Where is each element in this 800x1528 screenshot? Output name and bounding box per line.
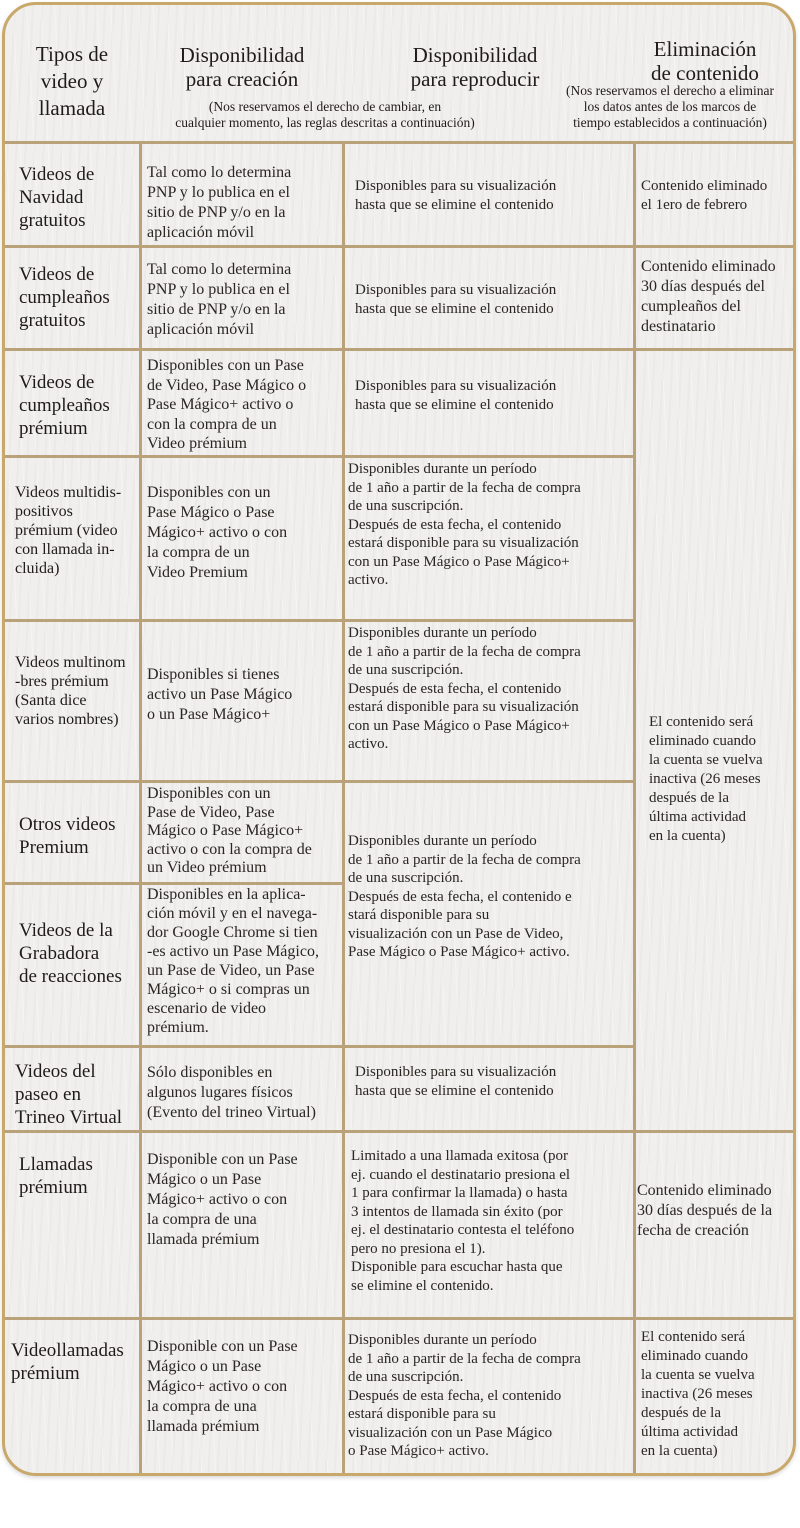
creation-premium-videocalls: Disponible con un Pase Mágico o un Pase Mágico+ activo o con la compra de una llamada prémium bbox=[147, 1338, 298, 1435]
creation-premium-calls: Disponible con un Pase Mágico o un Pase Mágico+ activo o con la compra de una llamada prémium bbox=[147, 1151, 298, 1248]
header-creation-note bbox=[125, 99, 525, 131]
type-premium-birthday-videos: Videos de cumpleaños prémium bbox=[19, 372, 110, 439]
playback-multiname: Disponibles durante un período de 1 año a partir de la fecha de compra de una suscripción. Después de esta fecha, el contenido estará disponible para su visualización con un Pase Mágico o Pase Mágico+ activo. bbox=[348, 625, 581, 752]
creation-multidevice: Disponibles con un Pase Mágico o Pase Mágico+ activo o con la compra de un Video Premium bbox=[147, 484, 288, 581]
deletion-free-christmas: Contenido eliminado el 1ero de febrero bbox=[641, 178, 768, 213]
type-premium-videocalls: Videollamadas prémium bbox=[11, 1340, 124, 1384]
header-deletion: Eliminación de contenido bbox=[651, 37, 759, 85]
type-multidevice-premium: Videos multidis- positivos prémium (video con llamada in- cluida) bbox=[15, 484, 122, 577]
column-divider bbox=[633, 141, 636, 1476]
type-virtual-sleigh: Videos del paseo en Trineo Virtual bbox=[15, 1061, 123, 1128]
playback-premium-videocalls: Disponibles durante un período de 1 año a partir de la fecha de compra de una suscripción. Después de esta fecha, el contenido estará disponible para su visualización con un Pase Mágico o Pase Mágico+ activo. bbox=[348, 1332, 581, 1459]
creation-other-premium: Disponibles con un Pase de Video, Pase Mágico o Pase Mágico+ activo o con la compra de un Video prémium bbox=[147, 785, 312, 876]
creation-free-christmas: Tal como lo determina PNP y lo publica en el sitio de PNP y/o en la aplicación móvil bbox=[147, 164, 292, 241]
column-divider bbox=[139, 141, 142, 1476]
deletion-premium-videocalls: El contenido será eliminado cuando la cuenta se vuelva inactiva (26 meses después de la última actividad en la cuenta) bbox=[641, 1329, 755, 1459]
playback-premium-birthday: Disponibles para su visualización hasta que se elimine el contenido bbox=[355, 378, 557, 413]
header-type: Tipos de video y llamada bbox=[35, 42, 109, 120]
header-playback: Disponibilidad para reproducir bbox=[410, 43, 540, 91]
creation-free-birthday: Tal como lo determina PNP y lo publica en el sitio de PNP y/o en la aplicación móvil bbox=[147, 261, 292, 338]
deletion-free-birthday: Contenido eliminado 30 días después del cumpleaños del destinatario bbox=[641, 258, 776, 335]
row-divider bbox=[5, 619, 635, 622]
row-divider bbox=[5, 780, 635, 783]
type-free-birthday-videos: Videos de cumpleaños gratuitos bbox=[19, 264, 110, 331]
deletion-premium-calls: Contenido eliminado 30 días después de la fecha de creación bbox=[637, 1182, 773, 1239]
header-deletion-note bbox=[545, 83, 795, 131]
row-divider bbox=[5, 1317, 795, 1320]
type-other-premium: Otros videos Premium bbox=[19, 814, 116, 858]
type-free-christmas-videos: Videos de Navidad gratuitos bbox=[19, 164, 95, 231]
header-deletion-note-text: (Nos reservamos el derecho a eliminar los datos antes de los marcos de tiempo establecidos a continuación) bbox=[565, 83, 775, 130]
row-divider bbox=[5, 245, 795, 248]
row-divider bbox=[5, 455, 635, 458]
playback-virtual-sleigh: Disponibles para su visualización hasta que se elimine el contenido bbox=[355, 1064, 557, 1099]
creation-multiname: Disponibles si tienes activo un Pase Mágico o un Pase Mágico+ bbox=[147, 666, 293, 723]
playback-free-birthday: Disponibles para su visualización hasta que se elimine el contenido bbox=[355, 282, 557, 317]
column-divider bbox=[342, 141, 345, 1476]
type-multiname-premium: Videos multinom -bres prémium (Santa dice varios nombres) bbox=[15, 654, 126, 728]
header-creation-title: Disponibilidad para creación bbox=[179, 43, 305, 91]
playback-premium-calls: Limitado a una llamada exitosa (por ej. cuando el destinatario presiona el 1 para confirmar la llamada) o hasta 3 intentos de llamada sin éxito (por ej. el destinatario contesta el teléfono pero no presiona el 1). Disponible para escuchar hasta que se elimine el contenido. bbox=[351, 1148, 575, 1294]
row-divider bbox=[5, 1130, 795, 1133]
type-reaction-recorder: Videos de la Grabadora de reacciones bbox=[19, 920, 122, 987]
row-divider bbox=[5, 141, 795, 144]
header-creation-note-text: (Nos reservamos el derecho de cambiar, en cualquier momento, las reglas descritas a continuación) bbox=[175, 99, 475, 130]
deletion-inactive-account: El contenido será eliminado cuando la cuenta se vuelva inactiva (26 meses después de la última actividad en la cuenta) bbox=[649, 714, 763, 844]
type-premium-calls: Llamadas prémium bbox=[19, 1154, 93, 1198]
creation-virtual-sleigh: Sólo disponibles en algunos lugares físicos (Evento del trineo Virtual) bbox=[147, 1064, 316, 1121]
creation-premium-birthday: Disponibles con un Pase de Video, Pase Mágico o Pase Mágico+ activo o con la compra de un Video prémium bbox=[147, 357, 307, 452]
playback-free-christmas: Disponibles para su visualización hasta que se elimine el contenido bbox=[355, 178, 557, 213]
creation-reaction-recorder: Disponibles en la aplica- ción móvil y en el navega- dor Google Chrome si tien -es activo un Pase Mágico, un Pase de Video, un Pase Mágico+ o si compras un escenario de video prémium. bbox=[147, 886, 319, 1036]
playback-other-and-reaction: Disponibles durante un período de 1 año a partir de la fecha de compra de una suscripción. Después de esta fecha, el contenido e stará disponible para su visualización con un Pase de Video, Pase Mágico o Pase Mágico+ activo. bbox=[348, 833, 581, 960]
row-divider bbox=[5, 348, 795, 351]
row-divider bbox=[5, 1045, 635, 1048]
playback-multidevice: Disponibles durante un período de 1 año a partir de la fecha de compra de una suscripción. Después de esta fecha, el contenido estará disponible para su visualización con un Pase Mágico o Pase Mágico+ activo. bbox=[348, 461, 581, 588]
content-policy-table bbox=[2, 2, 796, 1476]
header-creation bbox=[142, 43, 342, 91]
